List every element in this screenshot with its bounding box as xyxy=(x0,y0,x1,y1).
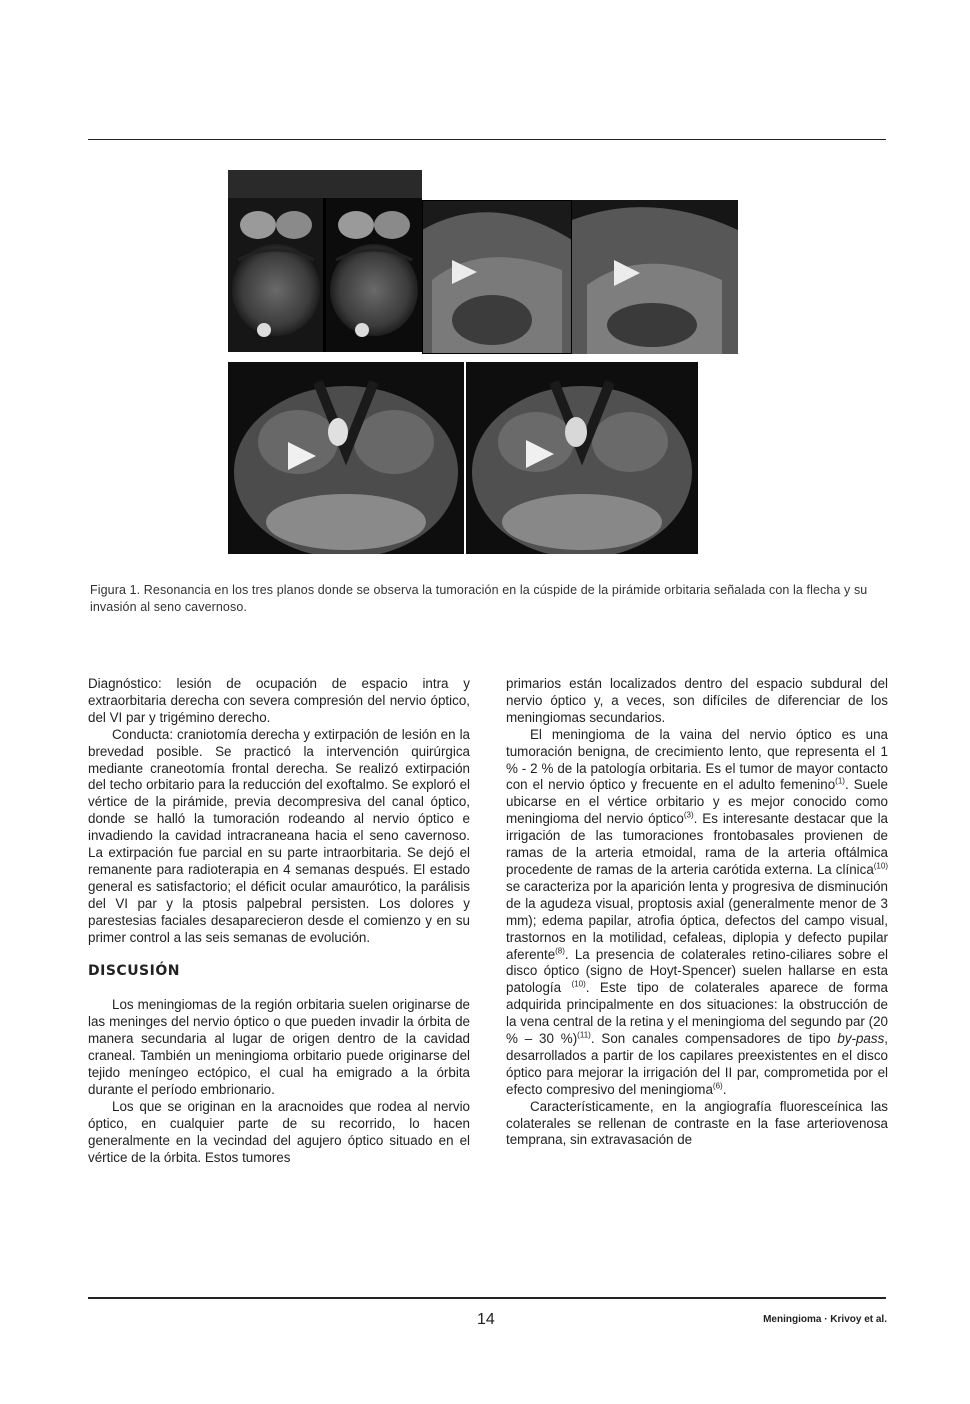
reference-marker: (10) xyxy=(873,861,888,871)
header-rule xyxy=(88,139,886,140)
reference-marker: (10) xyxy=(571,979,586,989)
mri-axial-image xyxy=(228,362,464,554)
text-run: . Son canales compensadores de tipo xyxy=(590,1031,838,1047)
text-run: . La presencia de colaterales retino-ciliares sobre el disco óptico (signo de Hoyt-Spencer) suelen hallarse en esta patología xyxy=(506,946,888,996)
text-run: . Es interesante destacar que la irrigación de las tumoraciones frontobasales provienen de ramas de la arteria etmoidal, rama de la arteria oftálmica procedente de ramas de la arteria carótida externa. La clínica xyxy=(506,811,888,877)
page-number: 14 xyxy=(477,1311,495,1328)
left-column xyxy=(88,676,470,1166)
running-footer: Meningioma · Krivoy et al. xyxy=(763,1314,887,1325)
figure-1 xyxy=(228,170,738,555)
paragraph: primarios están localizados dentro del espacio subdural del nervio óptico y, a veces, son difíciles de diferenciar de los meningiomas secundarios. xyxy=(506,676,888,725)
reference-marker: (6) xyxy=(712,1081,723,1091)
paragraph: Los meningiomas de la región orbitaria suelen originarse de las meninges del nervio óptico o que pueden invadir la órbita de manera secundaria al lugar de origen dentro de la cavidad craneal. También un meningioma orbitario puede originarse del tejido meníngeo ectópico, el cual ha emigrado a la órbita durante el período embrionario. xyxy=(88,997,470,1097)
paragraph: Los que se originan en la aracnoides que rodea al nervio óptico, en cualquier parte de su recorrido, lo hacen generalmente en la vecindad del agujero óptico situado en el vértice de la órbita. Estos tumores xyxy=(88,1098,470,1165)
paragraph: Conducta: craniotomía derecha y extirpación de lesión en la brevedad posible. Se practicó la intervención quirúrgica mediante craneotomía frontal derecha. Se realizó extirpación del techo orbitario para la reducción del exoftalmo. Se exploró el vértice de la pirámide, previa decompresiva del canal óptico, donde se halló la tumoración rodeando al nervio óptico e invadiendo la cavidad intracraneana hacia el seno cavernoso. La extirpación fue parcial en su parte intraorbitaria. Se dejó el remanente para radioterapia en 4 semanas después. El estado general es satisfactorio; el déficit ocular amaurótico, la parálisis del VI par y la ptosis palpebral persisten. Los dolores y parestesias faciales desaparecieron desde el comienzo y en su primer control a las seis semanas de evolución. xyxy=(88,726,470,945)
text-run-italic: by-pass xyxy=(837,1031,885,1047)
mri-sagittal-image-2 xyxy=(572,200,738,354)
text-run: , desarrollados a partir de los capilares preexistentes en el disco óptico para mejorar la irrigación del II par, comprometida por el efecto compresivo del meningioma xyxy=(506,1031,888,1097)
text-run: El meningioma de la vaina del nervio óptico es una tumoración benigna, de crecimiento lento, que representa el 1 % - 2 % de la patología orbitaria. Es el tumor de mayor contacto con el nervio óptico y frecuente en el adulto femenino xyxy=(506,726,888,793)
text-run: . xyxy=(722,1081,727,1097)
figure-caption: Figura 1. Resonancia en los tres planos donde se observa la tumoración en la cúspide de la pirámide orbitaria señalada con la flecha y su invasión al seno cavernoso. xyxy=(90,583,868,614)
mri-axial-image-2 xyxy=(466,362,698,554)
mri-coronal-image xyxy=(228,170,422,352)
reference-marker: (11) xyxy=(577,1030,591,1040)
reference-marker: (1) xyxy=(835,776,845,786)
paragraph xyxy=(506,727,888,1099)
text-run: . Este tipo de colaterales aparece de forma adquirida principalmente en dos situaciones: la obstrucción de la vena central de la retina y el meningioma del segundo par (20 % – 30 %) xyxy=(506,980,888,1047)
paragraph: Característicamente, en la angiografía fluoresceínica las colaterales se rellenan de contraste en la fase arteriovenosa temprana, sin extravasación de xyxy=(506,1098,888,1148)
reference-marker: (3) xyxy=(683,810,694,820)
section-heading: DISCUSIÓN xyxy=(88,962,180,979)
reference-marker: (8) xyxy=(555,946,565,956)
text-run: . Suele ubicarse en el vértice orbitario y es mejor conocido como meningioma del nervio óptico xyxy=(506,777,888,827)
right-column xyxy=(506,676,888,1149)
footer-rule xyxy=(88,1297,886,1299)
paragraph: Diagnóstico: lesión de ocupación de espacio intra y extraorbitaria derecha con severa compresión del nervio óptico, del VI par y trigémino derecho. xyxy=(88,676,470,725)
text-run: se caracteriza por la aparición lenta y progresiva de disminución de la agudeza visual, proptosis axial (generalmente menor de 3 mm); edema papilar, atrofia óptica, defectos del campo visual, trastornos en la motilidad, cefaleas, diplopia y defecto pupilar aferente xyxy=(506,878,888,962)
mri-sagittal-image xyxy=(422,200,572,354)
